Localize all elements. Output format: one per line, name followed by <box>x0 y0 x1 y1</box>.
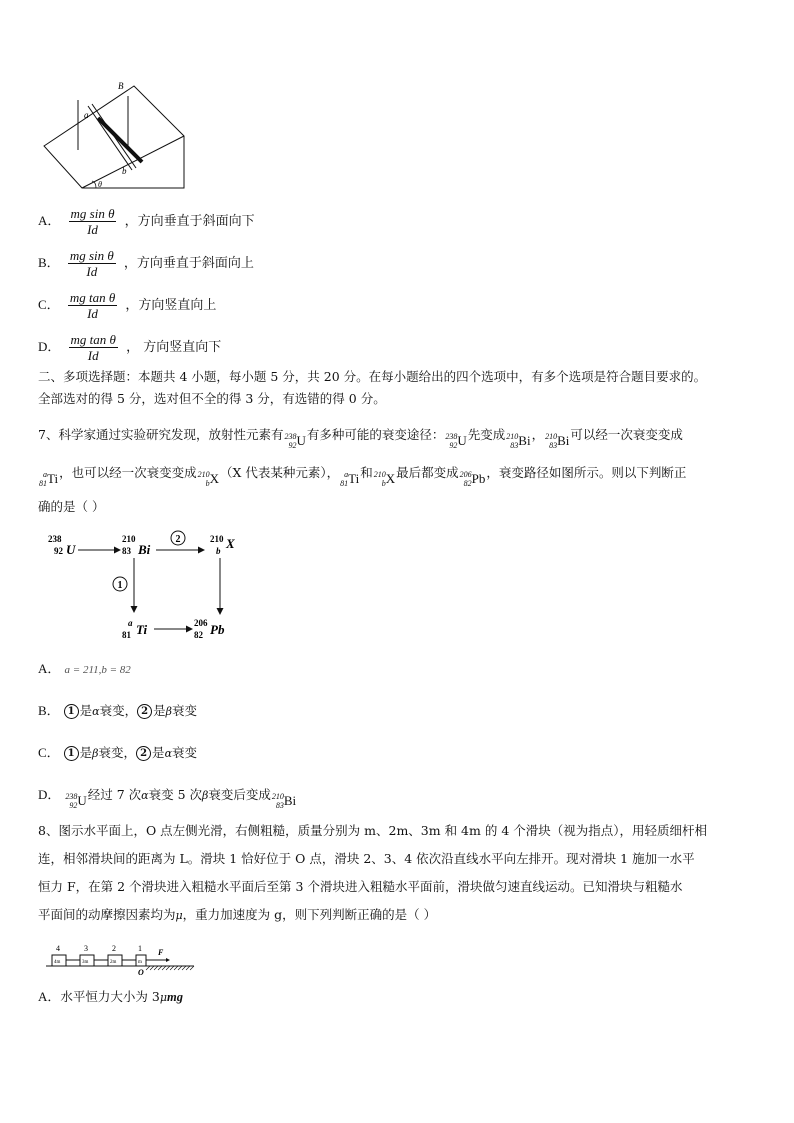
diagram-Bi-z: 83 <box>122 546 131 556</box>
alpha-symbol: α <box>92 705 100 718</box>
circled-number: 1 <box>64 746 79 761</box>
option-fraction <box>69 206 117 237</box>
q8-line4 <box>38 906 436 925</box>
q8-text: ，重力加速度为 g，则下列判断正确的是（ ） <box>182 907 437 922</box>
diagram-X-sym: X <box>226 536 235 551</box>
nuclide-Bi: 210 83 Bi <box>271 792 297 810</box>
option-letter: D． <box>38 787 61 802</box>
section2-line1: 二、多项选择题：本题共 4 小题，每小题 5 分，共 20 分。在每小题给出的四个选项中，有多个选项是符合题目要求的。 <box>38 369 707 384</box>
fraction-numerator: mg sin θ <box>70 206 115 221</box>
slider-4-number: 4 <box>56 944 60 953</box>
nuclide-U: 238 92 U <box>284 432 306 450</box>
slider-3-number: 3 <box>84 944 88 953</box>
label-B: B <box>118 81 124 91</box>
label2-text: 2 <box>175 534 181 545</box>
option-fraction <box>68 290 117 321</box>
circled-number: 2 <box>136 746 151 761</box>
option-letter: A． <box>38 213 61 228</box>
force-label: F <box>158 948 164 957</box>
q7-option-b <box>38 702 197 721</box>
mu-symbol: μ <box>175 909 183 922</box>
q7-text: 可以经一次衰变变成 <box>570 427 683 442</box>
option-letter: C． <box>38 297 60 312</box>
slider-2-mass: 2m <box>110 960 117 965</box>
q7-text: ，也可以经一次衰变变成 <box>59 465 197 480</box>
slider-4-mass: 4m <box>54 960 61 965</box>
q6-option-c <box>38 290 216 321</box>
option-text: 是 <box>153 703 166 718</box>
sliders-figure <box>44 940 200 976</box>
circled-number: 2 <box>137 704 152 719</box>
option-text: 衰变 <box>172 745 198 760</box>
beta-symbol: β <box>92 747 99 760</box>
nuclide-Ti: a 81 Ti <box>39 470 59 488</box>
option-text: a = 211,b = 82 <box>64 664 131 676</box>
diagram-U-z: 92 <box>54 546 63 556</box>
label-a: a <box>84 110 89 120</box>
diagram-Pb-mass: 206 <box>194 618 208 628</box>
origin-label: O <box>138 968 144 976</box>
diagram-Bi-sym: Bi <box>138 542 151 557</box>
label-theta: θ <box>98 180 102 189</box>
option-text: 水平恒力大小为 3 <box>60 989 160 1004</box>
diagram-Ti-mass: a <box>128 618 133 628</box>
option-text: 是 <box>79 745 93 760</box>
slider-2-number: 2 <box>112 944 116 953</box>
mu-symbol: μ <box>159 991 167 1004</box>
option-text: ，方向垂直于斜面向下 <box>124 214 255 229</box>
circled-number: 1 <box>64 704 79 719</box>
option-text: 衰变， <box>99 703 138 718</box>
nuclide-Bi: 210 83 Bi <box>545 432 570 450</box>
beta-symbol: β <box>165 705 172 718</box>
fraction-denominator: Id <box>87 222 98 237</box>
diagram-Pb-sym: Pb <box>210 622 225 637</box>
nuclide-Bi: 210 83 Bi <box>506 432 531 450</box>
rough-hatching <box>146 966 194 970</box>
diagram-U-sym: U <box>66 542 76 557</box>
diagram-Ti-z: 81 <box>122 630 131 640</box>
q7-line2 <box>38 462 686 490</box>
option-text: mg <box>166 990 183 1004</box>
slider-1-number: 1 <box>138 944 142 953</box>
q7-text: ，衰变路径如图所示。则以下判断正 <box>486 465 687 480</box>
option-text: ，方向垂直于斜面向上 <box>123 256 254 271</box>
option-text: 衰变 5 次 <box>148 787 203 802</box>
diagram-U-mass: 238 <box>48 534 62 544</box>
q7-text: ， <box>531 427 545 442</box>
q7-line1 <box>38 424 683 452</box>
q8-option-a <box>38 988 183 1007</box>
option-fraction <box>68 248 116 279</box>
option-letter: D． <box>38 339 61 354</box>
q7-prefix: 7、科学家通过实验研究发现，放射性元素有 <box>38 427 284 442</box>
q6-option-b <box>38 248 254 279</box>
q8-line3: 恒力 F，在第 2 个滑块进入粗糙水平面后至第 3 个滑块进入粗糙水平面前，滑块做匀速直线运动。已知滑块与粗糙水 <box>38 879 683 894</box>
option-letter: A． <box>38 661 61 676</box>
option-letter: B． <box>38 703 60 718</box>
option-text: 是 <box>79 703 93 718</box>
diagram-Bi-mass: 210 <box>122 534 136 544</box>
q8-line2: 连，相邻滑块间的距离为 L。滑块 1 恰好位于 O 点，滑块 2、3、4 依次沿直线水平向左排开。现对滑块 1 施加一水平 <box>38 851 695 866</box>
alpha-symbol: α <box>164 747 172 760</box>
incline-figure <box>38 78 190 192</box>
label-b: b <box>122 166 127 176</box>
beta-symbol: β <box>202 789 209 802</box>
option-text: 衰变后变成 <box>208 787 271 802</box>
nuclide-Pb: 206 82 Pb <box>459 470 486 488</box>
q7-text: （X 代表某种元素）， <box>220 465 340 480</box>
option-text: 衰变， <box>98 745 137 760</box>
q7-line3: 确的是（ ） <box>38 499 105 514</box>
fraction-denominator: Id <box>86 264 98 279</box>
label1-text: 1 <box>117 580 123 591</box>
option-letter: B． <box>38 255 60 270</box>
q7-option-a <box>38 660 131 679</box>
decay-diagram <box>44 528 244 646</box>
incline-prism <box>44 86 184 188</box>
option-letter: A． <box>38 989 61 1004</box>
fraction-numerator: mg sin θ <box>69 248 114 263</box>
nuclide-U: 238 92 U <box>65 792 87 810</box>
q8-text: 平面间的动摩擦因素均为 <box>38 907 176 922</box>
fraction-denominator: Id <box>87 306 98 321</box>
rail-a <box>88 106 132 170</box>
option-text: 衰变 <box>172 703 198 718</box>
diagram-X-z: b <box>216 546 221 556</box>
fraction-numerator: mg tan θ <box>69 290 116 305</box>
q7-text: 有多种可能的衰变途径： <box>306 427 445 442</box>
q7-text: 先变成 <box>467 427 506 442</box>
slider-3-mass: 3m <box>82 960 89 965</box>
option-text: 是 <box>152 745 165 760</box>
q7-option-c <box>38 744 197 763</box>
option-letter: C． <box>38 745 60 760</box>
nuclide-X: 210 b X <box>373 470 396 488</box>
q7-text: 最后都变成 <box>396 465 459 480</box>
fraction-numerator: mg tan θ <box>70 332 116 347</box>
q6-option-a <box>38 206 255 237</box>
q7-text: 和 <box>360 465 373 480</box>
nuclide-Ti: a 81 Ti <box>340 470 360 488</box>
option-text: 经过 7 次 <box>87 787 142 802</box>
fraction-denominator: Id <box>87 348 99 363</box>
diagram-X-mass: 210 <box>210 534 224 544</box>
alpha-symbol: α <box>141 789 149 802</box>
conductor-rod <box>98 118 142 162</box>
q6-option-d <box>38 332 221 363</box>
nuclide-X: 210 b X <box>197 470 220 488</box>
option-fraction <box>69 332 118 363</box>
q7-option-d <box>38 784 297 812</box>
option-text: ， 方向竖直向下 <box>126 340 222 355</box>
diagram-Pb-z: 82 <box>194 630 203 640</box>
nuclide-U: 238 92 U <box>445 432 467 450</box>
q8-line1: 8、图示水平面上，O 点左侧光滑，右侧粗糙，质量分别为 m、2m、3m 和 4m 的 4 个滑块（视为指点），用轻质细杆相 <box>38 823 707 838</box>
section2-line2: 全部选对的得 5 分，选对但不全的得 3 分，有选错的得 0 分。 <box>38 391 386 406</box>
diagram-Ti-sym: Ti <box>136 622 148 637</box>
slider-1-mass: m <box>138 960 142 965</box>
option-text: ，方向竖直向上 <box>125 298 217 313</box>
